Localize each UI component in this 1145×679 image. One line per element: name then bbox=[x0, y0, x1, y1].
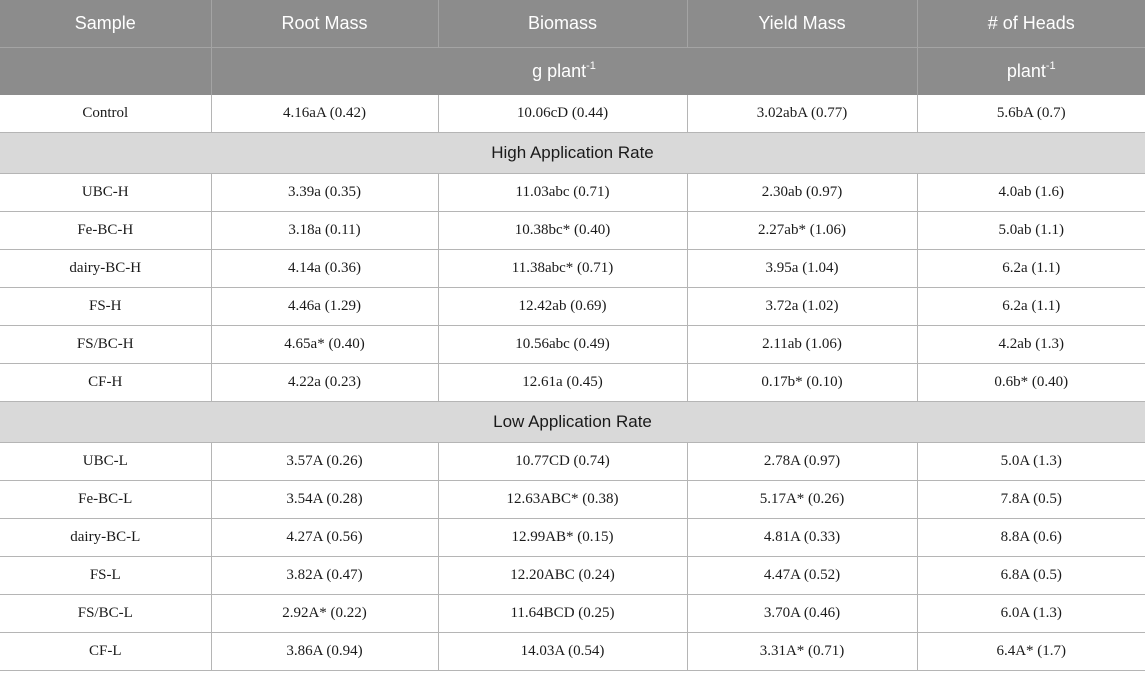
cell-root-mass: 4.65a* (0.40) bbox=[211, 326, 438, 364]
cell-root-mass: 4.16aA (0.42) bbox=[211, 95, 438, 133]
table-row bbox=[0, 212, 1145, 250]
cell-heads: 8.8A (0.6) bbox=[917, 519, 1145, 557]
cell-yield-mass: 3.02abA (0.77) bbox=[687, 95, 917, 133]
cell-yield-mass: 4.47A (0.52) bbox=[687, 557, 917, 595]
cell-heads: 0.6b* (0.40) bbox=[917, 364, 1145, 402]
cell-sample: dairy-BC-H bbox=[0, 250, 211, 288]
col-header-biomass: Biomass bbox=[438, 0, 687, 48]
cell-sample: FS/BC-H bbox=[0, 326, 211, 364]
section-title-high: High Application Rate bbox=[0, 133, 1145, 174]
cell-heads: 6.2a (1.1) bbox=[917, 250, 1145, 288]
cell-root-mass: 4.22a (0.23) bbox=[211, 364, 438, 402]
cell-biomass: 11.03abc (0.71) bbox=[438, 174, 687, 212]
table-row bbox=[0, 633, 1145, 671]
table-row bbox=[0, 595, 1145, 633]
table-row bbox=[0, 443, 1145, 481]
cell-biomass: 10.06cD (0.44) bbox=[438, 95, 687, 133]
cell-biomass: 12.20ABC (0.24) bbox=[438, 557, 687, 595]
col-header-heads: # of Heads bbox=[917, 0, 1145, 48]
cell-yield-mass: 5.17A* (0.26) bbox=[687, 481, 917, 519]
cell-root-mass: 3.57A (0.26) bbox=[211, 443, 438, 481]
section-title-low: Low Application Rate bbox=[0, 402, 1145, 443]
cell-root-mass: 4.14a (0.36) bbox=[211, 250, 438, 288]
cell-heads: 5.0ab (1.1) bbox=[917, 212, 1145, 250]
col-header-sample: Sample bbox=[0, 0, 211, 48]
cell-heads: 5.0A (1.3) bbox=[917, 443, 1145, 481]
cell-heads: 7.8A (0.5) bbox=[917, 481, 1145, 519]
cell-biomass: 12.61a (0.45) bbox=[438, 364, 687, 402]
table-row-control bbox=[0, 95, 1145, 133]
cell-root-mass: 4.27A (0.56) bbox=[211, 519, 438, 557]
cell-sample: CF-L bbox=[0, 633, 211, 671]
cell-root-mass: 3.39a (0.35) bbox=[211, 174, 438, 212]
cell-sample: UBC-L bbox=[0, 443, 211, 481]
units-heads-text: plant bbox=[1006, 61, 1046, 81]
cell-yield-mass: 2.27ab* (1.06) bbox=[687, 212, 917, 250]
table-row bbox=[0, 250, 1145, 288]
cell-sample: Fe-BC-L bbox=[0, 481, 211, 519]
cell-biomass: 14.03A (0.54) bbox=[438, 633, 687, 671]
cell-biomass: 11.38abc* (0.71) bbox=[438, 250, 687, 288]
cell-yield-mass: 3.95a (1.04) bbox=[687, 250, 917, 288]
cell-yield-mass: 4.81A (0.33) bbox=[687, 519, 917, 557]
cell-root-mass: 3.18a (0.11) bbox=[211, 212, 438, 250]
col-header-root-mass: Root Mass bbox=[211, 0, 438, 48]
cell-biomass: 12.42ab (0.69) bbox=[438, 288, 687, 326]
cell-sample: UBC-H bbox=[0, 174, 211, 212]
cell-biomass: 11.64BCD (0.25) bbox=[438, 595, 687, 633]
cell-yield-mass: 2.30ab (0.97) bbox=[687, 174, 917, 212]
units-mass bbox=[211, 48, 917, 96]
units-heads-sup: -1 bbox=[1045, 60, 1056, 72]
cell-biomass: 12.99AB* (0.15) bbox=[438, 519, 687, 557]
cell-yield-mass: 2.78A (0.97) bbox=[687, 443, 917, 481]
table-body bbox=[0, 95, 1145, 671]
cell-biomass: 10.77CD (0.74) bbox=[438, 443, 687, 481]
cell-sample: Control bbox=[0, 95, 211, 133]
cell-root-mass: 3.82A (0.47) bbox=[211, 557, 438, 595]
cell-heads: 6.8A (0.5) bbox=[917, 557, 1145, 595]
cell-root-mass: 3.54A (0.28) bbox=[211, 481, 438, 519]
cell-yield-mass: 3.31A* (0.71) bbox=[687, 633, 917, 671]
section-row-high bbox=[0, 133, 1145, 174]
cell-biomass: 10.38bc* (0.40) bbox=[438, 212, 687, 250]
table-row bbox=[0, 174, 1145, 212]
cell-biomass: 10.56abc (0.49) bbox=[438, 326, 687, 364]
col-header-yield-mass: Yield Mass bbox=[687, 0, 917, 48]
table-row bbox=[0, 326, 1145, 364]
cell-heads: 4.0ab (1.6) bbox=[917, 174, 1145, 212]
units-row bbox=[0, 48, 1145, 96]
units-mass-sup: -1 bbox=[586, 60, 596, 72]
cell-sample: dairy-BC-L bbox=[0, 519, 211, 557]
cell-heads: 6.2a (1.1) bbox=[917, 288, 1145, 326]
cell-yield-mass: 3.70A (0.46) bbox=[687, 595, 917, 633]
cell-heads: 5.6bA (0.7) bbox=[917, 95, 1145, 133]
table-row bbox=[0, 481, 1145, 519]
cell-root-mass: 2.92A* (0.22) bbox=[211, 595, 438, 633]
table-row bbox=[0, 288, 1145, 326]
table-row bbox=[0, 364, 1145, 402]
units-empty bbox=[0, 48, 211, 96]
cell-sample: FS-L bbox=[0, 557, 211, 595]
cell-yield-mass: 3.72a (1.02) bbox=[687, 288, 917, 326]
table-row bbox=[0, 519, 1145, 557]
cell-heads: 4.2ab (1.3) bbox=[917, 326, 1145, 364]
table-row bbox=[0, 557, 1145, 595]
cell-yield-mass: 2.11ab (1.06) bbox=[687, 326, 917, 364]
cell-sample: CF-H bbox=[0, 364, 211, 402]
cell-biomass: 12.63ABC* (0.38) bbox=[438, 481, 687, 519]
section-row-low bbox=[0, 402, 1145, 443]
cell-heads: 6.0A (1.3) bbox=[917, 595, 1145, 633]
cell-sample: Fe-BC-H bbox=[0, 212, 211, 250]
cell-root-mass: 4.46a (1.29) bbox=[211, 288, 438, 326]
cell-sample: FS/BC-L bbox=[0, 595, 211, 633]
units-mass-text: g plant bbox=[532, 61, 587, 81]
cell-heads: 6.4A* (1.7) bbox=[917, 633, 1145, 671]
cell-yield-mass: 0.17b* (0.10) bbox=[687, 364, 917, 402]
units-heads bbox=[917, 48, 1145, 96]
cell-sample: FS-H bbox=[0, 288, 211, 326]
header-row bbox=[0, 0, 1145, 48]
cell-root-mass: 3.86A (0.94) bbox=[211, 633, 438, 671]
